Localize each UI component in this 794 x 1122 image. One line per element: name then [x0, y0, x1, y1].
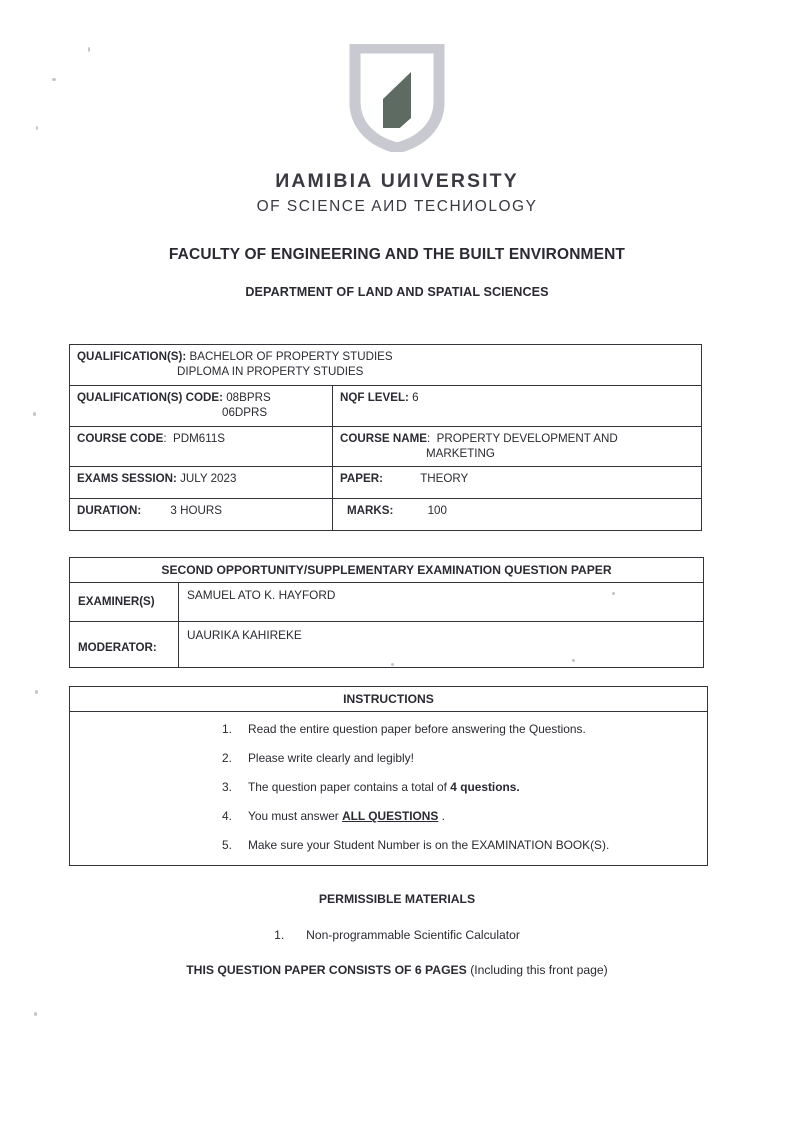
scan-speck — [35, 690, 38, 694]
table-row — [70, 385, 702, 426]
table-row — [70, 426, 702, 467]
university-name — [0, 168, 794, 218]
instruction-text — [248, 750, 697, 766]
course-code-colon: : — [163, 431, 170, 445]
course-code-cell — [70, 426, 333, 467]
instruction-text-pre: Make sure your Student Number is on the EXAMINATION BOOK(S). — [248, 838, 610, 853]
page-count-normal: (Including this front page) — [466, 963, 608, 977]
list-item — [80, 808, 697, 824]
table-row — [70, 499, 702, 531]
list-item — [274, 928, 520, 942]
moderator-label: MODERATOR: — [70, 622, 179, 668]
moderator-value: UAURIKA KAHIREKE — [179, 622, 704, 668]
instruction-number: 5. — [222, 838, 232, 853]
permissible-material-number: 1. — [274, 928, 285, 942]
instruction-text-strong: ALL QUESTIONS — [342, 809, 439, 824]
instruction-number: 3. — [222, 780, 232, 795]
qualification-value-line2: DIPLOMA IN PROPERTY STUDIES — [177, 365, 364, 379]
instruction-text-pre: Please write clearly and legibly! — [248, 751, 414, 766]
paper-value: THEORY — [420, 472, 469, 486]
instruction-text — [248, 808, 697, 824]
marks-cell — [333, 499, 702, 531]
duration-cell — [70, 499, 333, 531]
qualification-label: QUALIFICATION(S): — [77, 350, 187, 363]
course-code-value: PDM611S — [173, 431, 225, 445]
faculty-title: FACULTY OF ENGINEERING AND THE BUILT ENVIRONMENT — [168, 246, 626, 263]
table-row — [70, 558, 704, 583]
qualification-code-line2: 06DPRS — [222, 406, 268, 420]
university-name-line1: ИАМІВІА UИIVERSITY — [275, 170, 519, 192]
qualification-code-cell — [70, 385, 333, 426]
paper-label: PAPER: — [340, 472, 383, 486]
list-item — [80, 779, 697, 795]
nqf-level-value: 6 — [412, 390, 419, 404]
table-row — [70, 687, 708, 712]
marks-label: MARKS: — [347, 504, 394, 518]
course-code-label: COURSE CODE — [77, 431, 164, 445]
nust-shield-logo — [0, 44, 794, 152]
list-item — [80, 837, 697, 853]
examination-type-title: SECOND OPPORTUNITY/SUPPLEMENTARY EXAMINATION QUESTION PAPER — [70, 558, 704, 583]
instruction-text — [248, 837, 697, 853]
course-name-line2: MARKETING — [426, 447, 495, 461]
exams-session-value: JULY 2023 — [180, 472, 237, 486]
examiner-label: EXAMINER(S) — [70, 583, 179, 622]
duration-label: DURATION: — [77, 504, 142, 518]
instruction-number: 2. — [222, 751, 232, 766]
instruction-text-pre: Read the entire question paper before answering the Questions. — [248, 722, 586, 737]
paper-cell — [333, 467, 702, 499]
exams-session-label: EXAMS SESSION: — [77, 472, 177, 486]
department-title: DEPARTMENT OF LAND AND SPATIAL SCIENCES — [245, 285, 549, 299]
table-row — [70, 345, 702, 386]
qualification-code-line1: 08BPRS — [226, 390, 271, 404]
page-count-bold: THIS QUESTION PAPER CONSISTS OF 6 PAGES — [186, 963, 467, 977]
permissible-material-text: Non-programmable Scientific Calculator — [306, 928, 520, 942]
instruction-text-pre: You must answer — [248, 809, 343, 824]
nqf-level-label: NQF LEVEL: — [340, 390, 409, 404]
marks-value: 100 — [427, 504, 447, 518]
instruction-text — [248, 721, 697, 737]
instruction-number: 1. — [222, 722, 232, 737]
examiner-table — [69, 557, 704, 668]
course-name-label: COURSE NAME — [340, 431, 427, 445]
instruction-text — [248, 779, 697, 795]
scan-speck — [34, 1012, 37, 1016]
scan-speck — [33, 412, 36, 416]
page-count-note — [0, 963, 794, 977]
list-item — [80, 750, 697, 766]
qualification-cell — [70, 345, 702, 386]
instruction-text-strong: 4 questions. — [450, 780, 520, 795]
course-name-cell — [333, 426, 702, 467]
table-row — [70, 622, 704, 668]
table-row — [70, 583, 704, 622]
course-name-line1: PROPERTY DEVELOPMENT AND — [436, 431, 618, 445]
instruction-number: 4. — [222, 809, 232, 824]
exams-session-cell — [70, 467, 333, 499]
qualification-table — [69, 344, 702, 531]
examiner-value: SAMUEL ATO K. HAYFORD — [179, 583, 704, 622]
instructions-list — [80, 721, 697, 853]
permissible-materials-list — [0, 928, 794, 942]
course-name-colon: : — [426, 431, 434, 445]
duration-value: 3 HOURS — [170, 504, 222, 518]
instruction-text-pre: The question paper contains a total of — [248, 780, 451, 795]
table-row — [70, 712, 708, 866]
list-item — [80, 721, 697, 737]
table-row — [70, 467, 702, 499]
instructions-table — [69, 686, 708, 866]
instruction-text-post: . — [438, 809, 445, 824]
instructions-body — [70, 712, 708, 866]
instructions-title: INSTRUCTIONS — [70, 687, 708, 712]
nqf-level-cell — [333, 385, 702, 426]
qualification-value-line1: BACHELOR OF PROPERTY STUDIES — [189, 350, 393, 363]
permissible-materials-title: PERMISSIBLE MATERIALS — [318, 892, 476, 906]
qualification-code-label: QUALIFICATION(S) CODE: — [77, 390, 223, 404]
university-name-line2: OF SCIENCE AИD TECHИOLOGY — [256, 198, 538, 216]
